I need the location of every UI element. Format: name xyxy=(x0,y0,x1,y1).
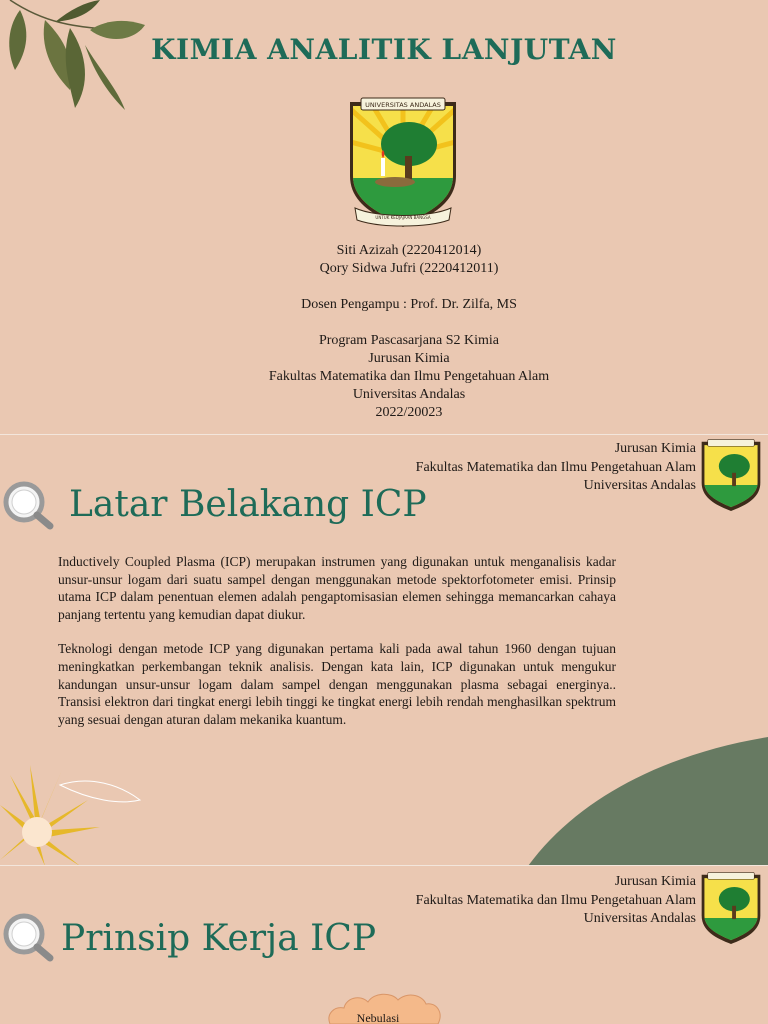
header2-line-2: Fakultas Matematika dan Ilmu Pengetahuan Alam xyxy=(415,892,696,908)
prinsip-kerja-slide xyxy=(0,866,768,1024)
lecturer: Dosen Pengampu : Prof. Dr. Zilfa, MS xyxy=(301,297,517,312)
program-line-1: Program Pascasarjana S2 Kimia xyxy=(318,333,499,348)
header-line-1: Jurusan Kimia xyxy=(614,441,696,456)
program-line-5: 2022/20023 xyxy=(375,405,443,420)
program-line-2: Jurusan Kimia xyxy=(368,351,450,366)
title-slide xyxy=(0,0,768,435)
logo-top-text: UNIVERSITAS ANDALAS xyxy=(365,101,441,109)
latar-body xyxy=(58,553,616,745)
header-line-2: Fakultas Matematika dan Ilmu Pengetahuan Alam xyxy=(415,459,696,475)
magnifier-icon-2 xyxy=(2,912,56,962)
header-affiliation xyxy=(416,440,696,496)
logo-bottom-text: UNTUK KEDJAJAAN BANGSA xyxy=(375,215,431,220)
program-line-3: Fakultas Matematika dan Ilmu Pengetahuan Alam xyxy=(268,369,550,384)
latar-paragraph-2: Teknologi dengan metode ICP yang digunakan pertama kali pada awal tahun 1960 dengan tujuan meningkatkan perkembangan teknik analisis. Dengan kata lain, ICP digunakan untuk mengukur kandungan unsur-unsur logam dalam sampel dengan menggunakan plasma sebagai energinya.. Transisi elektron dari tingkat energi lebih tinggi ke tingkat energi lebih rendah menghasilkan spektrum yang sesuai dengan aturan dalam mekanika kuantum. xyxy=(58,641,616,727)
university-andalas-logo xyxy=(347,96,459,228)
author-2: Qory Sidwa Jufri (2220412011) xyxy=(319,261,499,276)
section-title-latar: Latar Belakang ICP xyxy=(69,484,427,525)
latar-belakang-slide xyxy=(0,435,768,866)
green-corner-shape xyxy=(520,735,768,866)
nebulasi-label: Nebulasi xyxy=(356,1011,400,1024)
nebulasi-cloud-shape xyxy=(324,992,444,1024)
author-1: Siti Azizah (2220412014) xyxy=(336,243,482,258)
header2-line-1: Jurusan Kimia xyxy=(614,874,696,889)
small-university-logo xyxy=(700,438,762,512)
magnifier-icon xyxy=(2,480,56,530)
small-university-logo-2 xyxy=(700,871,762,945)
section-title-prinsip: Prinsip Kerja ICP xyxy=(61,918,377,959)
header-affiliation-2 xyxy=(416,873,696,929)
presentation-title: KIMIA ANALITIK LANJUTAN xyxy=(151,33,617,66)
latar-paragraph-1: Inductively Coupled Plasma (ICP) merupakan instrumen yang digunakan untuk menganalisis kadar unsur-unsur logam dari suatu sampel dengan menggunakan metode spektorfotometer emisi. Prinsip utama ICP dalam penentuan elemen adalah pengaptomisasian elemen sehingga memancarkan cahaya panjang tertentu yang kemudian dapat diukur. xyxy=(58,554,616,622)
header-line-3: Universitas Andalas xyxy=(583,478,696,493)
flower-decoration xyxy=(0,765,145,866)
title-info xyxy=(0,242,768,422)
header2-line-3: Universitas Andalas xyxy=(583,911,696,926)
program-line-4: Universitas Andalas xyxy=(352,387,466,402)
